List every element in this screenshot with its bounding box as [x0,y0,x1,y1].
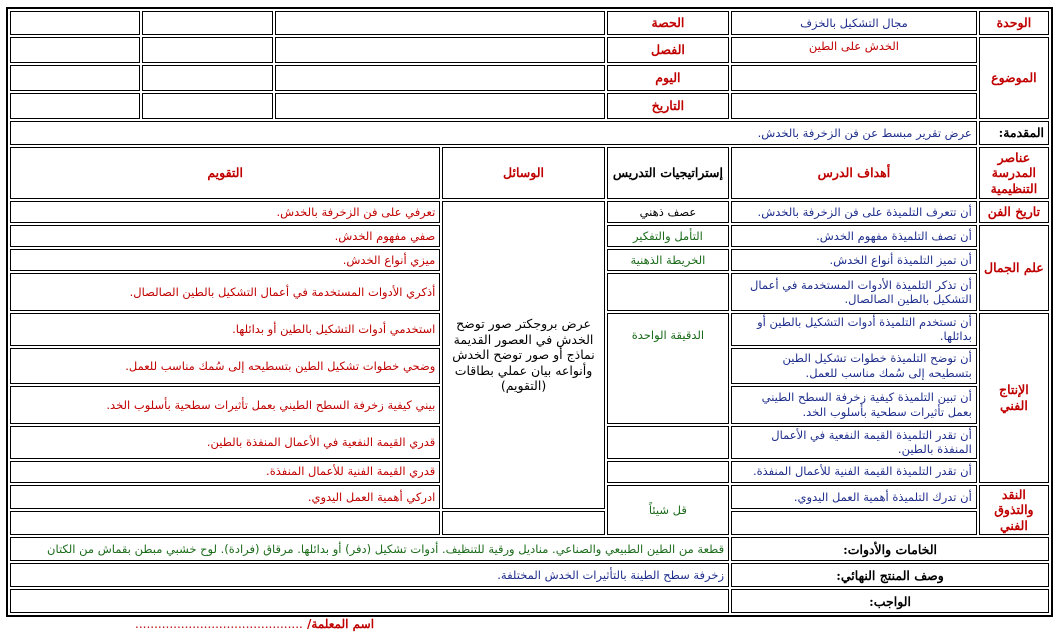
section-art-production: الإنتاج الفني [979,313,1049,483]
evaluation-4: أذكري الأدوات المستخدمة في أعمال التشكيل بالطين الصالصال. [10,273,440,311]
lesson-plan-table [6,7,1053,611]
strategy-3: الخريطة الذهنية [607,249,729,271]
chapter-label: الفصل [607,37,729,63]
class-label: الحصة [607,11,729,35]
intro-text: عرض تقرير مبسط عن فن الزخرفة بالخدش. [10,121,977,145]
section-art-history: تاريخ الفن [979,201,1049,223]
day-value-cell-3[interactable] [10,65,140,91]
class-value-cell-3[interactable] [10,11,140,35]
objective-5: أن تستخدم التلميذة أدوات التشكيل بالطين أو بدائلها. [731,313,977,346]
objective-2: أن تصف التلميذة مفهوم الخدش. [731,225,977,247]
evaluation-3: ميزي أنواع الخدش. [10,249,440,271]
strategy-empty-1 [607,273,729,311]
evaluation-5: استخدمي أدوات التشكيل بالطين أو بدائلها. [10,313,440,346]
intro-label: المقدمة: [979,121,1049,145]
materials-text: قطعة من الطين الطبيعي والصناعي. مناديل ورقية للتنظيف. أدوات تشكيل (دفر) أو بدائلها. مرقاق (فرادة). لوح خشبي مبطن بقماش من الكتان [10,537,729,561]
chapter-value-cell-3[interactable] [10,37,140,63]
evaluation-9: قدري القيمة الفنية للأعمال المنفذة. [10,461,440,483]
date-label: التاريخ [607,93,729,119]
evaluation-10: ادركي أهمية العمل اليدوي. [10,485,440,509]
objective-10: أن تدرك التلميذة أهمية العمل اليدوي. [731,485,977,509]
col-objectives: أهداف الدرس [731,147,977,199]
materials-label: الخامات والأدوات: [731,537,1049,561]
evaluation-2: صفي مفهوم الخدش. [10,225,440,247]
teacher-name-label: اسم المعلمة/ [307,617,375,631]
objective-empty [731,511,977,535]
col-elements: عناصر المدرسة التنظيمية [979,147,1049,199]
topic-value: الخدش على الطين [731,37,977,63]
strategy-4: الدقيقة الواحدة [607,313,729,424]
objective-4: أن تذكر التلميذة الأدوات المستخدمة في أعمال التشكيل بالطين الصالصال. [731,273,977,311]
col-tools: الوسائل [442,147,604,199]
col-strategies: إستراتيجيات التدريس [607,147,729,199]
section-criticism: النقد والتذوق الفني [979,485,1049,536]
date-value-cell[interactable] [275,93,605,119]
objective-3: أن تميز التلميذة أنواع الخدش. [731,249,977,271]
date-value-cell-2[interactable] [142,93,272,119]
strategy-2: التأمل والتفكير [607,225,729,247]
chapter-value-cell[interactable] [275,37,605,63]
unit-value: مجال التشكيل بالخزف [731,11,977,35]
objective-1: أن تتعرف التلميذة على فن الزخرفة بالخدش. [731,201,977,223]
homework-text[interactable] [10,589,729,613]
evaluation-6: وضحي خطوات تشكيل الطين بتسطيحه إلى سُمك مناسب للعمل. [10,348,440,384]
evaluation-7: بيني كيفية زخرفة السطح الطيني بعمل تأثيرات سطحية بأسلوب الخد. [10,386,440,424]
day-value-cell[interactable] [275,65,605,91]
day-value-cell-2[interactable] [142,65,272,91]
tools-empty [442,511,604,535]
section-aesthetics: علم الجمال [979,225,1049,311]
topic-label: الموضوع [979,37,1049,119]
evaluation-empty [10,511,440,535]
objective-7: أن تبين التلميذة كيفية زخرفة السطح الطيني بعمل تأثيرات سطحية بأسلوب الخد. [731,386,977,424]
final-product-text: زخرفة سطح الطينة بالتأثيرات الخدش المختلفة. [10,563,729,587]
evaluation-1: تعرفي على فن الزخرفة بالخدش. [10,201,440,223]
strategy-empty-2 [607,426,729,459]
day-label: اليوم [607,65,729,91]
objective-8: أن تقدر التلميذة القيمة النفعية في الأعمال المنفذة بالطين. [731,426,977,459]
tools-cell: عرض بروجكتر صور توضح الخدش في العصور القديمة نماذج أو صور توضح الخدش وأنواعه بيان عملي بطاقات (التقويم) [442,201,604,509]
strategy-5: قل شيئاً [607,485,729,536]
date-value-cell-3[interactable] [10,93,140,119]
class-value-cell[interactable] [275,11,605,35]
homework-label: الواجب: [731,589,1049,613]
objective-9: أن تقدر التلميذة القيمة الفنية للأعمال المنفذة. [731,461,977,483]
topic-extra-cell-2[interactable] [731,93,977,119]
teacher-name-line [135,617,374,631]
col-evaluation: التقويم [10,147,440,199]
unit-label: الوحدة [979,11,1049,35]
class-value-cell-2[interactable] [142,11,272,35]
objective-6: أن توضح التلميذة خطوات تشكيل الطين بتسطيحه إلى سُمك مناسب للعمل. [731,348,977,384]
chapter-value-cell-2[interactable] [142,37,272,63]
strategy-1: عصف ذهني [607,201,729,223]
final-product-label: وصف المنتج النهائي: [731,563,1049,587]
strategy-empty-3 [607,461,729,483]
topic-extra-cell[interactable] [731,65,977,91]
evaluation-8: قدري القيمة النفعية في الأعمال المنفذة بالطين. [10,426,440,459]
teacher-name-field[interactable]: ............................................ [135,617,303,631]
